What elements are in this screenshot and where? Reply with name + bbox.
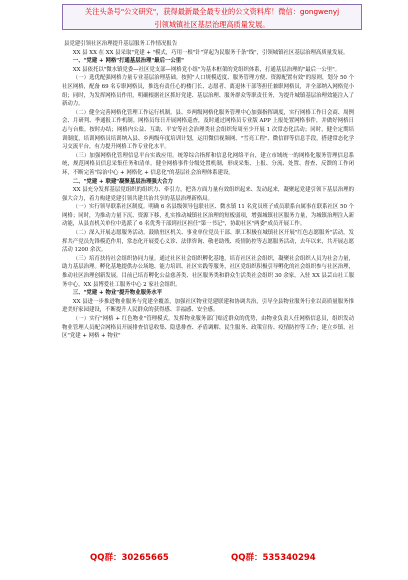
section-3-intro: XX 县进一步推进物业服务与党建全覆盖，加强社区物业党建联建和协调共治，引导全县物业服务行业以高质量服务推进美好家园建设，不断提升人民群众的获得感、幸福感、安全感。 [62, 298, 354, 314]
section-1-paragraph-2: （二）健全完善网格化管理工作运行机制。县、乡两级网格化服务管理中心加强指挥调度，实行网格工作日会商、周例会、月研判、季通报工作机制。网格员每日开展网格巡查，及时通过网格员专业版 APP 上报处置网格事件，并做好网格日志与台账。按时办结；网格内公益、互助、平安等社会治理类社会组织每周至少开展 1 次常态化活动；同时，健全定期培训制度，培训网格员培训纳入县、乡两级年度培训计划，运用微信视频网、"雪亮工程"、微信群等信息手段，搭建常态化学习交流平台，有力提升网格工作专业化水平。 [62, 109, 354, 151]
section-1-intro: XX 县依托以"微水镇党委—社区党支部—网格党小组"为基本框架的党组织体系，打通基层治理的"最后一公里"。 [72, 66, 341, 73]
section-1-paragraph-1: （一）选优配强网格力量专业基层治理基础。按照"人口规模适度、服务管理方便、资源配置有效"的原则，划分 50 个社区网格，配备 69 名专职网格员，推选有责任心的楼门长、志愿者、离退休干部等担任兼职网格员，并全部纳入网格党小组；同时，为发挥网格员作用，明确根据社区抓好党建、基层治理、服务群众等职责任务，为提升城镇基层治理效能注入了新动力。 [62, 75, 354, 108]
intro-paragraph: XX 县 XX 在 XX 县采取"党建 + "模式，巧用一根"针"穿起为民服务千条"线"，引领城镇社区基层治理高质量发展。 [72, 49, 349, 56]
section-2-intro: XX 县充分发挥基层党组织的组织力、牵引力，把各方面力量有效组织起来、发动起来，凝聚起党建引领下基层治理的强大合力，着力构建党建引领共建共治共享的基层治理新格局。 [62, 187, 354, 202]
section-1-heading: 一、"党建 + 网格"打通基层治理"最后一公里" [72, 58, 184, 65]
page-footer [0, 551, 408, 565]
section-2-paragraph-2: （二）深入开展志愿服务活动。鼓励驻区机关、事业单位党员干部、职工积极在城镇社区开展"红色志愿服务"活动，发挥共产党员先锋模范作用，常态化开展爱心义诊、法律咨询、敬老助残、疫情防控等志愿服务活动，去年以来，共开展志愿活动 1200 余次。 [62, 230, 354, 254]
qq-group-label-1: QQ群：30265665 [90, 553, 169, 563]
section-3-paragraph-1: （一）实行"网格 + 红色物业"管理模式。发挥物业服务部门贴近群众的优势，由物业负责人任网格信息员，组织发动物业管理人员配合网格员开展排查信息收集、隐患排查、矛盾调解、民生服务、政策宣传、疫情防控等工作；建立乡镇、社区"党建 + 网格 + 物业" [62, 316, 354, 340]
document-body [62, 40, 354, 341]
section-2-paragraph-3: （三）培育扶持社会组织协同力量。通过社区社会组织孵化基地，培育社区社会组织，凝聚社会组织人员为社会力量，助力基层治理。孵化基地提供办公场地、能力培训、社区实践等服务，社区党组织积极引导孵化的社会组织参与社区治理，推动社区治理创新发展。目前已培育孵化公益慈善类、社区服务类和群众生活类社会组织 30 余家，入驻 XX 县芸山社工服务中心，XX 县博爱社工服务中心 2 家社会组织。 [62, 255, 354, 288]
section-1-paragraph-3: （三）加强网格化管理信息平台实战应用。统筹综合指挥和信息化网络平台，建立市域统一的网格化服务管理信息系统，规范网格员信息采集任务和清单，健全网格事件分级处置机制，形成采集、上报、分流、处置、督查、反馈的工作闭环，不断完善"综治中心 + 网格化 + 信息化"的基层社会治理体系建设。 [62, 152, 354, 176]
document-title: 县党建引领社区治理提升基层服务工作情况报告 [64, 41, 178, 47]
promo-banner [62, 4, 362, 30]
section-3-heading: 三、"党建 + 物业"提升物业服务水平 [72, 290, 163, 297]
promo-banner-line-2: 引领城镇社区基层治理高质量发展。 [154, 20, 270, 29]
qq-group-label-2: QQ群：535340294 [231, 553, 316, 563]
section-2-paragraph-1: （一）实行领导联系社区制度。明确 6 名县级领导包联社区、微水镇 11 名党员班子成员联系台属事在联系社区 50 个网格；同时，为推动力量下沉、资源下移，扎实推动城镇社区治理的短板弱项，增强城镇社区服务力量，为城镇治理注入新动能，从县直机关单位中选派了 6 名优秀干部到社区担任"第一书记"，协助社区"两委"成员开展工作。 [62, 204, 354, 228]
promo-banner-line-1: 关注头条号"公文研究"，获得最新最全最专业的公文资料库！微信：gongwenyj [84, 7, 340, 16]
section-2-heading: 二、"党建 + 联建"凝聚基层治理强大合力 [72, 178, 173, 185]
